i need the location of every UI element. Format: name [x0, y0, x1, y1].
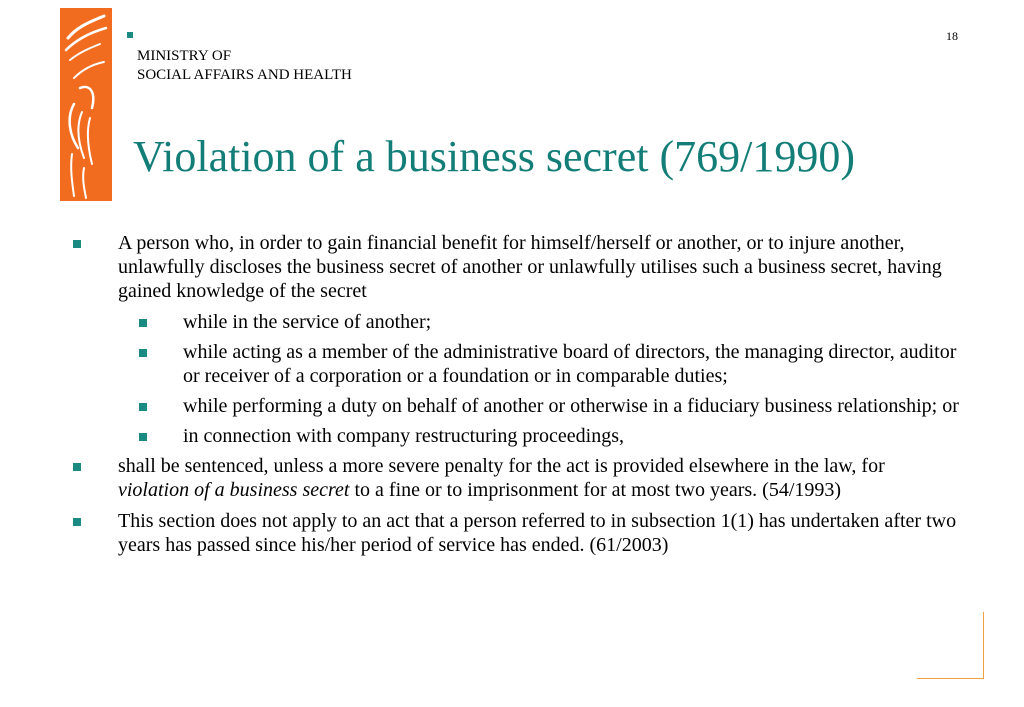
- sub-bullet-item-4: [70, 424, 960, 448]
- slide-number: 18: [946, 29, 958, 43]
- flame-figures-logo-icon: [60, 8, 112, 201]
- bullet-text-1: A person who, in order to gain financial benefit for himself/herself or another, or to injure another, unlawfully discloses the business secret of another or unlawfully utilises such a business secret, having gained knowledge of the secret: [118, 232, 942, 302]
- square-bullet-icon: [139, 349, 147, 357]
- square-bullet-icon: [73, 518, 81, 526]
- ministry-line-2: SOCIAL AFFAIRS AND HEALTH: [137, 67, 352, 83]
- slide-body: [70, 231, 960, 564]
- sub-bullet-text-1: while in the service of another;: [183, 311, 432, 333]
- sub-bullet-text-3: while performing a duty on behalf of another or otherwise in a fiduciary business relationship; or: [183, 395, 959, 417]
- bullet-text-3: This section does not apply to an act that a person referred to in subsection 1(1) has undertaken after two years has passed since his/her period of service has ended. (61/2003): [118, 510, 957, 556]
- ministry-line-1: MINISTRY OF: [137, 48, 232, 64]
- sub-bullet-item-3: [70, 394, 960, 418]
- corner-frame-horizontal: [917, 678, 984, 679]
- square-bullet-icon: [139, 403, 147, 411]
- square-bullet-icon: [139, 319, 147, 327]
- bullet-text-2: [118, 455, 885, 501]
- sub-bullet-item-1: [70, 310, 960, 334]
- bullet-item-1: [70, 231, 960, 303]
- sub-bullet-text-2: while acting as a member of the administrative board of directors, the managing director, auditor or receiver of a corporation or a foundation or in comparable duties;: [183, 341, 957, 387]
- bullet-item-3: [70, 509, 960, 557]
- square-bullet-icon: [73, 240, 81, 248]
- header-square-marker: [127, 32, 133, 38]
- bullet-item-2: [70, 454, 960, 502]
- square-bullet-icon: [73, 463, 81, 471]
- bullet-text-2-italic: violation of a business secret: [118, 479, 350, 501]
- sub-bullet-text-4: in connection with company restructuring proceedings,: [183, 425, 624, 447]
- bullet-text-2-start: shall be sentenced, unless a more severe penalty for the act is provided elsewhere in the law, for: [118, 455, 885, 477]
- square-bullet-icon: [139, 433, 147, 441]
- slide-title: Violation of a business secret (769/1990): [133, 132, 855, 181]
- bullet-text-2-end: to a fine or to imprisonment for at most two years. (54/1993): [349, 479, 842, 501]
- sub-bullet-item-2: [70, 340, 960, 388]
- ministry-logo: [60, 8, 112, 201]
- corner-frame-vertical: [983, 612, 984, 679]
- ministry-name: [137, 47, 352, 85]
